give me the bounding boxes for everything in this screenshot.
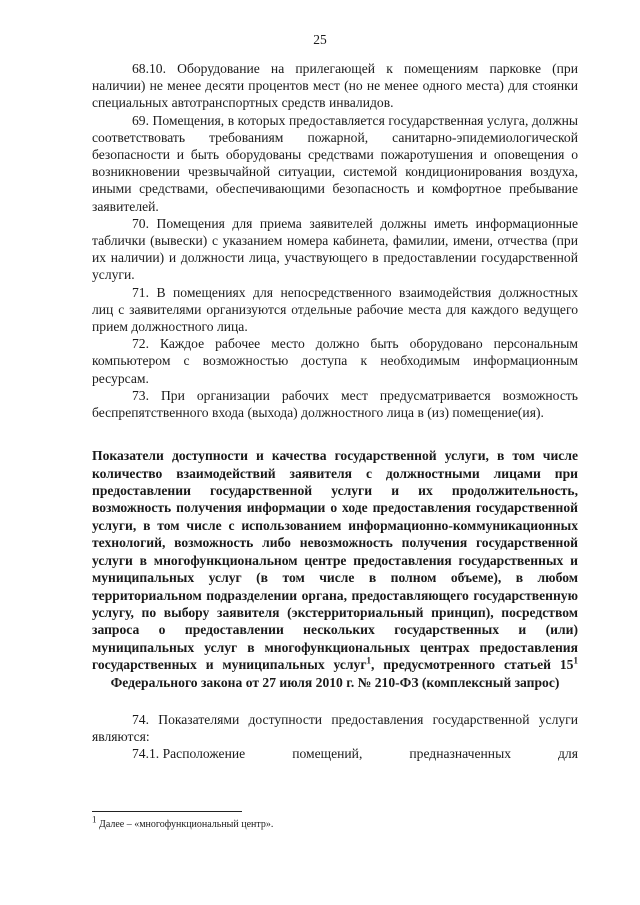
paragraph-69: 69. Помещения, в которых предоставляется государственная услуга, должны соответствовать требованиям пожарной, санитарно-эпидемиологической безопасности и быть оборудованы средствами пожаротушения и оповещения о возникновении чрезвычайной ситуации, системой кондиционирования воздуха, иными средствами, обеспечивающими безопасность и комфортное пребывание заявителей. [92,112,578,214]
page-content [92,60,578,763]
footnote-divider [92,811,242,812]
footnote [92,814,274,831]
paragraph-72: 72. Каждое рабочее место должно быть оборудовано персональным компьютером с возможностью доступа к необходимым информационным ресурсам. [92,336,578,386]
paragraph-70: 70. Помещения для приема заявителей должны иметь информационные таблички (вывески) с указанием номера кабинета, фамилии, имени, отчества (при их наличии) и должности лица, участвующего в предоставлении государственной услуги. [92,215,578,283]
paragraph-73: 73. При организации рабочих мест предусматривается возможность беспрепятственного входа (выхода) должностного лица в (из) помещение(ия). [92,387,578,421]
footnote-text: Далее – «многофункциональный центр». [96,819,274,830]
section-heading-text: Показатели доступности и качества государственной услуги, в том числе количество взаимодействий заявителя с должностными лицами при предоставлении государственной услуги и их продолжительность, возможность получения информации о ходе предоставления государственной услуги, в том числе с использованием информационно-коммуникационных технологий, возможность либо невозможность получения государственной услуги в многофункциональном центре предоставления государственных и муниципальных услуг (в том числе в полном объеме), в любом территориальном подразделении органа, предоставляющего государственную услугу, по выбору заявителя (экстерриториальный принцип), посредством запроса о предоставлении нескольких государственных и (или) муниципальных услуг в многофункциональных центрах предоставления государственных и муниципальных услуг [92,448,578,673]
paragraph-74-1 [92,745,578,762]
footnote-reference: 1 [366,655,372,666]
footnote-mark: 1 [92,814,97,825]
paragraph-71: 71. В помещениях для непосредственного взаимодействия должностных лиц с заявителями организуются отдельные рабочие места для каждого ведущего прием должностного лица. [92,284,578,335]
paragraph-74-1-word: 74.1. Расположение [132,746,246,762]
page-number: 25 [313,32,327,47]
article-superscript: 1 [573,655,578,666]
paragraph-74-1-word: помещений, [292,746,363,762]
section-heading-text-2: , предусмотренного статьей 15 [371,657,574,673]
paragraph-68-10: 68.10. Оборудование на прилегающей к помещениям парковке (при наличии) не менее десяти процентов мест (но не менее одного места) для стоянки специальных автотранспортных средств инвалидов. [92,61,578,111]
section-heading [92,447,578,691]
paragraph-74-1-word: для [558,746,578,762]
paragraph-74-1-word: предназначенных [409,746,512,762]
paragraph-74: 74. Показателями доступности предоставления государственной услуги являются: [92,711,578,745]
section-heading-text-3: Федерального закона от 27 июля 2010 г. № 210-ФЗ (комплексный запрос) [110,674,560,690]
